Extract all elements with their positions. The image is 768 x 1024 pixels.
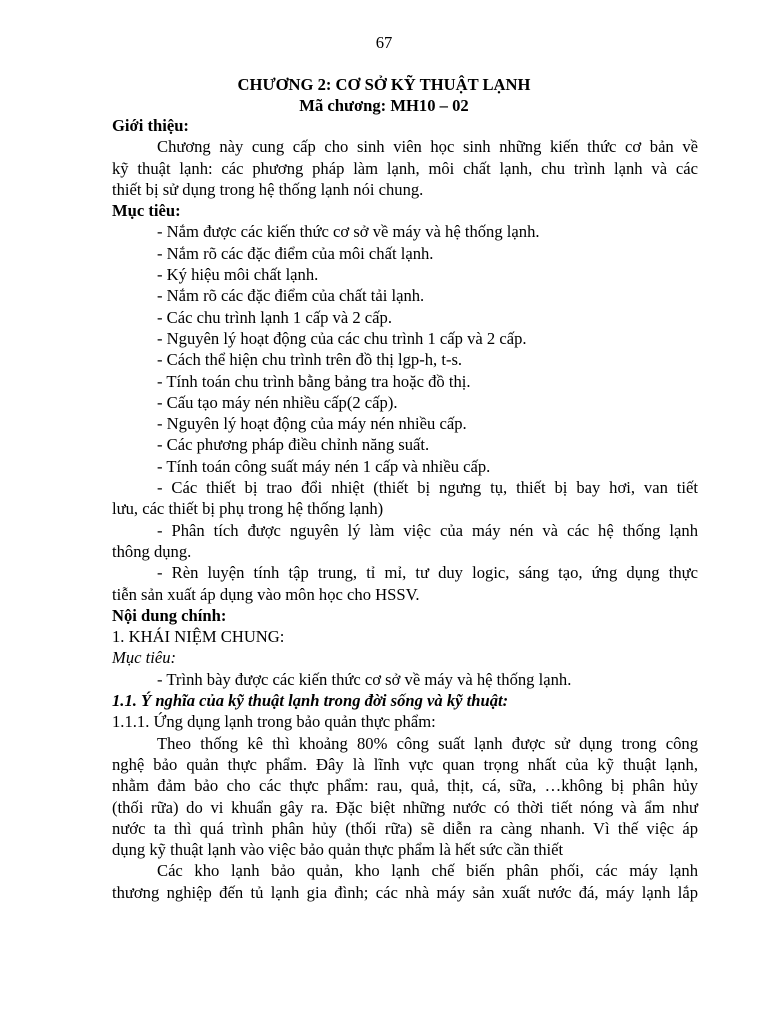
paragraph-line: thương nghiệp đến tủ lạnh gia đình; các nhà máy sản xuất nước đá, máy lạnh lắp: [112, 882, 698, 902]
objective-item: - Cấu tạo máy nén nhiều cấp(2 cấp).: [157, 392, 398, 412]
page-number: 67: [375, 33, 393, 52]
paragraph-line: nghệ bảo quản thực phẩm. Đây là lĩnh vực quan trọng nhất của kỹ thuật lạnh,: [112, 754, 698, 774]
page-content: [112, 115, 698, 903]
intro-line: Chương này cung cấp cho sinh viên học sinh những kiến thức cơ bản về: [157, 137, 698, 157]
paragraph-line: (thối rữa) do vi khuẩn gây ra. Đặc biệt những nước có thời tiết nóng và ẩm như: [112, 797, 698, 817]
objective-item: - Các chu trình lạnh 1 cấp và 2 cấp.: [157, 307, 392, 327]
objective-item: - Tính toán công suất máy nén 1 cấp và nhiều cấp.: [157, 456, 491, 476]
objective-item: - Nắm rõ các đặc điểm của môi chất lạnh.: [157, 243, 434, 263]
objective-item-cont: tiễn sản xuất áp dụng vào môn học cho HSSV.: [112, 584, 420, 604]
chapter-code: Mã chương: MH10 – 02: [299, 96, 469, 115]
objective-item: - Nắm được các kiến thức cơ sở về máy và hệ thống lạnh.: [157, 222, 540, 242]
intro-line: thiết bị sử dụng trong hệ thống lạnh nói chung.: [112, 179, 424, 199]
objective-item: - Các phương pháp điều chỉnh năng suất.: [157, 435, 430, 455]
paragraph-line: Theo thống kê thì khoảng 80% công suất lạnh được sử dụng trong công: [157, 733, 698, 753]
intro-line: kỹ thuật lạnh: các phương pháp làm lạnh, môi chất lạnh, chu trình lạnh và các: [112, 158, 698, 178]
objective-item: - Nguyên lý hoạt động của máy nén nhiều cấp.: [157, 414, 467, 434]
objective-item: - Phân tích được nguyên lý làm việc của máy nén và các hệ thống lạnh: [157, 520, 698, 540]
objectives-heading: Mục tiêu:: [112, 201, 181, 221]
paragraph-line: nhằm đảm bảo cho các thực phẩm: rau, quả, thịt, cá, sữa, …không bị phân hủy: [112, 776, 698, 796]
objective-item: - Cách thể hiện chu trình trên đồ thị lgp-h, t-s.: [157, 350, 463, 370]
chapter-title: CHƯƠNG 2: CƠ SỞ KỸ THUẬT LẠNH: [237, 75, 531, 94]
objective-item-cont: thông dụng.: [112, 541, 192, 561]
subsection-heading: 1.1. Ý nghĩa của kỹ thuật lạnh trong đời sống và kỹ thuật:: [112, 691, 509, 711]
section-objective-label: Mục tiêu:: [112, 648, 177, 668]
paragraph-line: Các kho lạnh bảo quản, kho lạnh chế biến phân phối, các máy lạnh: [157, 861, 698, 881]
main-content-heading: Nội dung chính:: [112, 605, 227, 625]
section-objective: - Trình bày được các kiến thức cơ sở về máy và hệ thống lạnh.: [157, 669, 572, 689]
objective-item: - Các thiết bị trao đổi nhiệt (thiết bị ngưng tụ, thiết bị bay hơi, van tiết: [157, 478, 698, 498]
intro-heading: Giới thiệu:: [112, 116, 189, 135]
objective-item: - Ký hiệu môi chất lạnh.: [157, 265, 319, 285]
objective-item: - Nguyên lý hoạt động của các chu trình 1 cấp và 2 cấp.: [157, 328, 527, 348]
section-heading: 1. KHÁI NIỆM CHUNG:: [112, 627, 285, 647]
paragraph-line: nước ta thì quá trình phân hủy (thối rữa) sẽ diễn ra càng nhanh. Vì thế việc áp: [112, 818, 698, 838]
objective-item-cont: lưu, các thiết bị phụ trong hệ thống lạnh): [112, 499, 384, 519]
paragraph-line: dụng kỹ thuật lạnh vào việc bảo quản thực phẩm là hết sức cần thiết: [112, 840, 564, 860]
objective-item: - Rèn luyện tính tập trung, tỉ mỉ, tư duy logic, sáng tạo, ứng dụng thực: [157, 563, 698, 583]
objective-item: - Tính toán chu trình bằng bảng tra hoặc đồ thị.: [157, 371, 471, 391]
subsubsection-heading: 1.1.1. Ứng dụng lạnh trong bảo quản thực phẩm:: [112, 712, 436, 732]
objective-item: - Nắm rõ các đặc điểm của chất tải lạnh.: [157, 286, 425, 306]
